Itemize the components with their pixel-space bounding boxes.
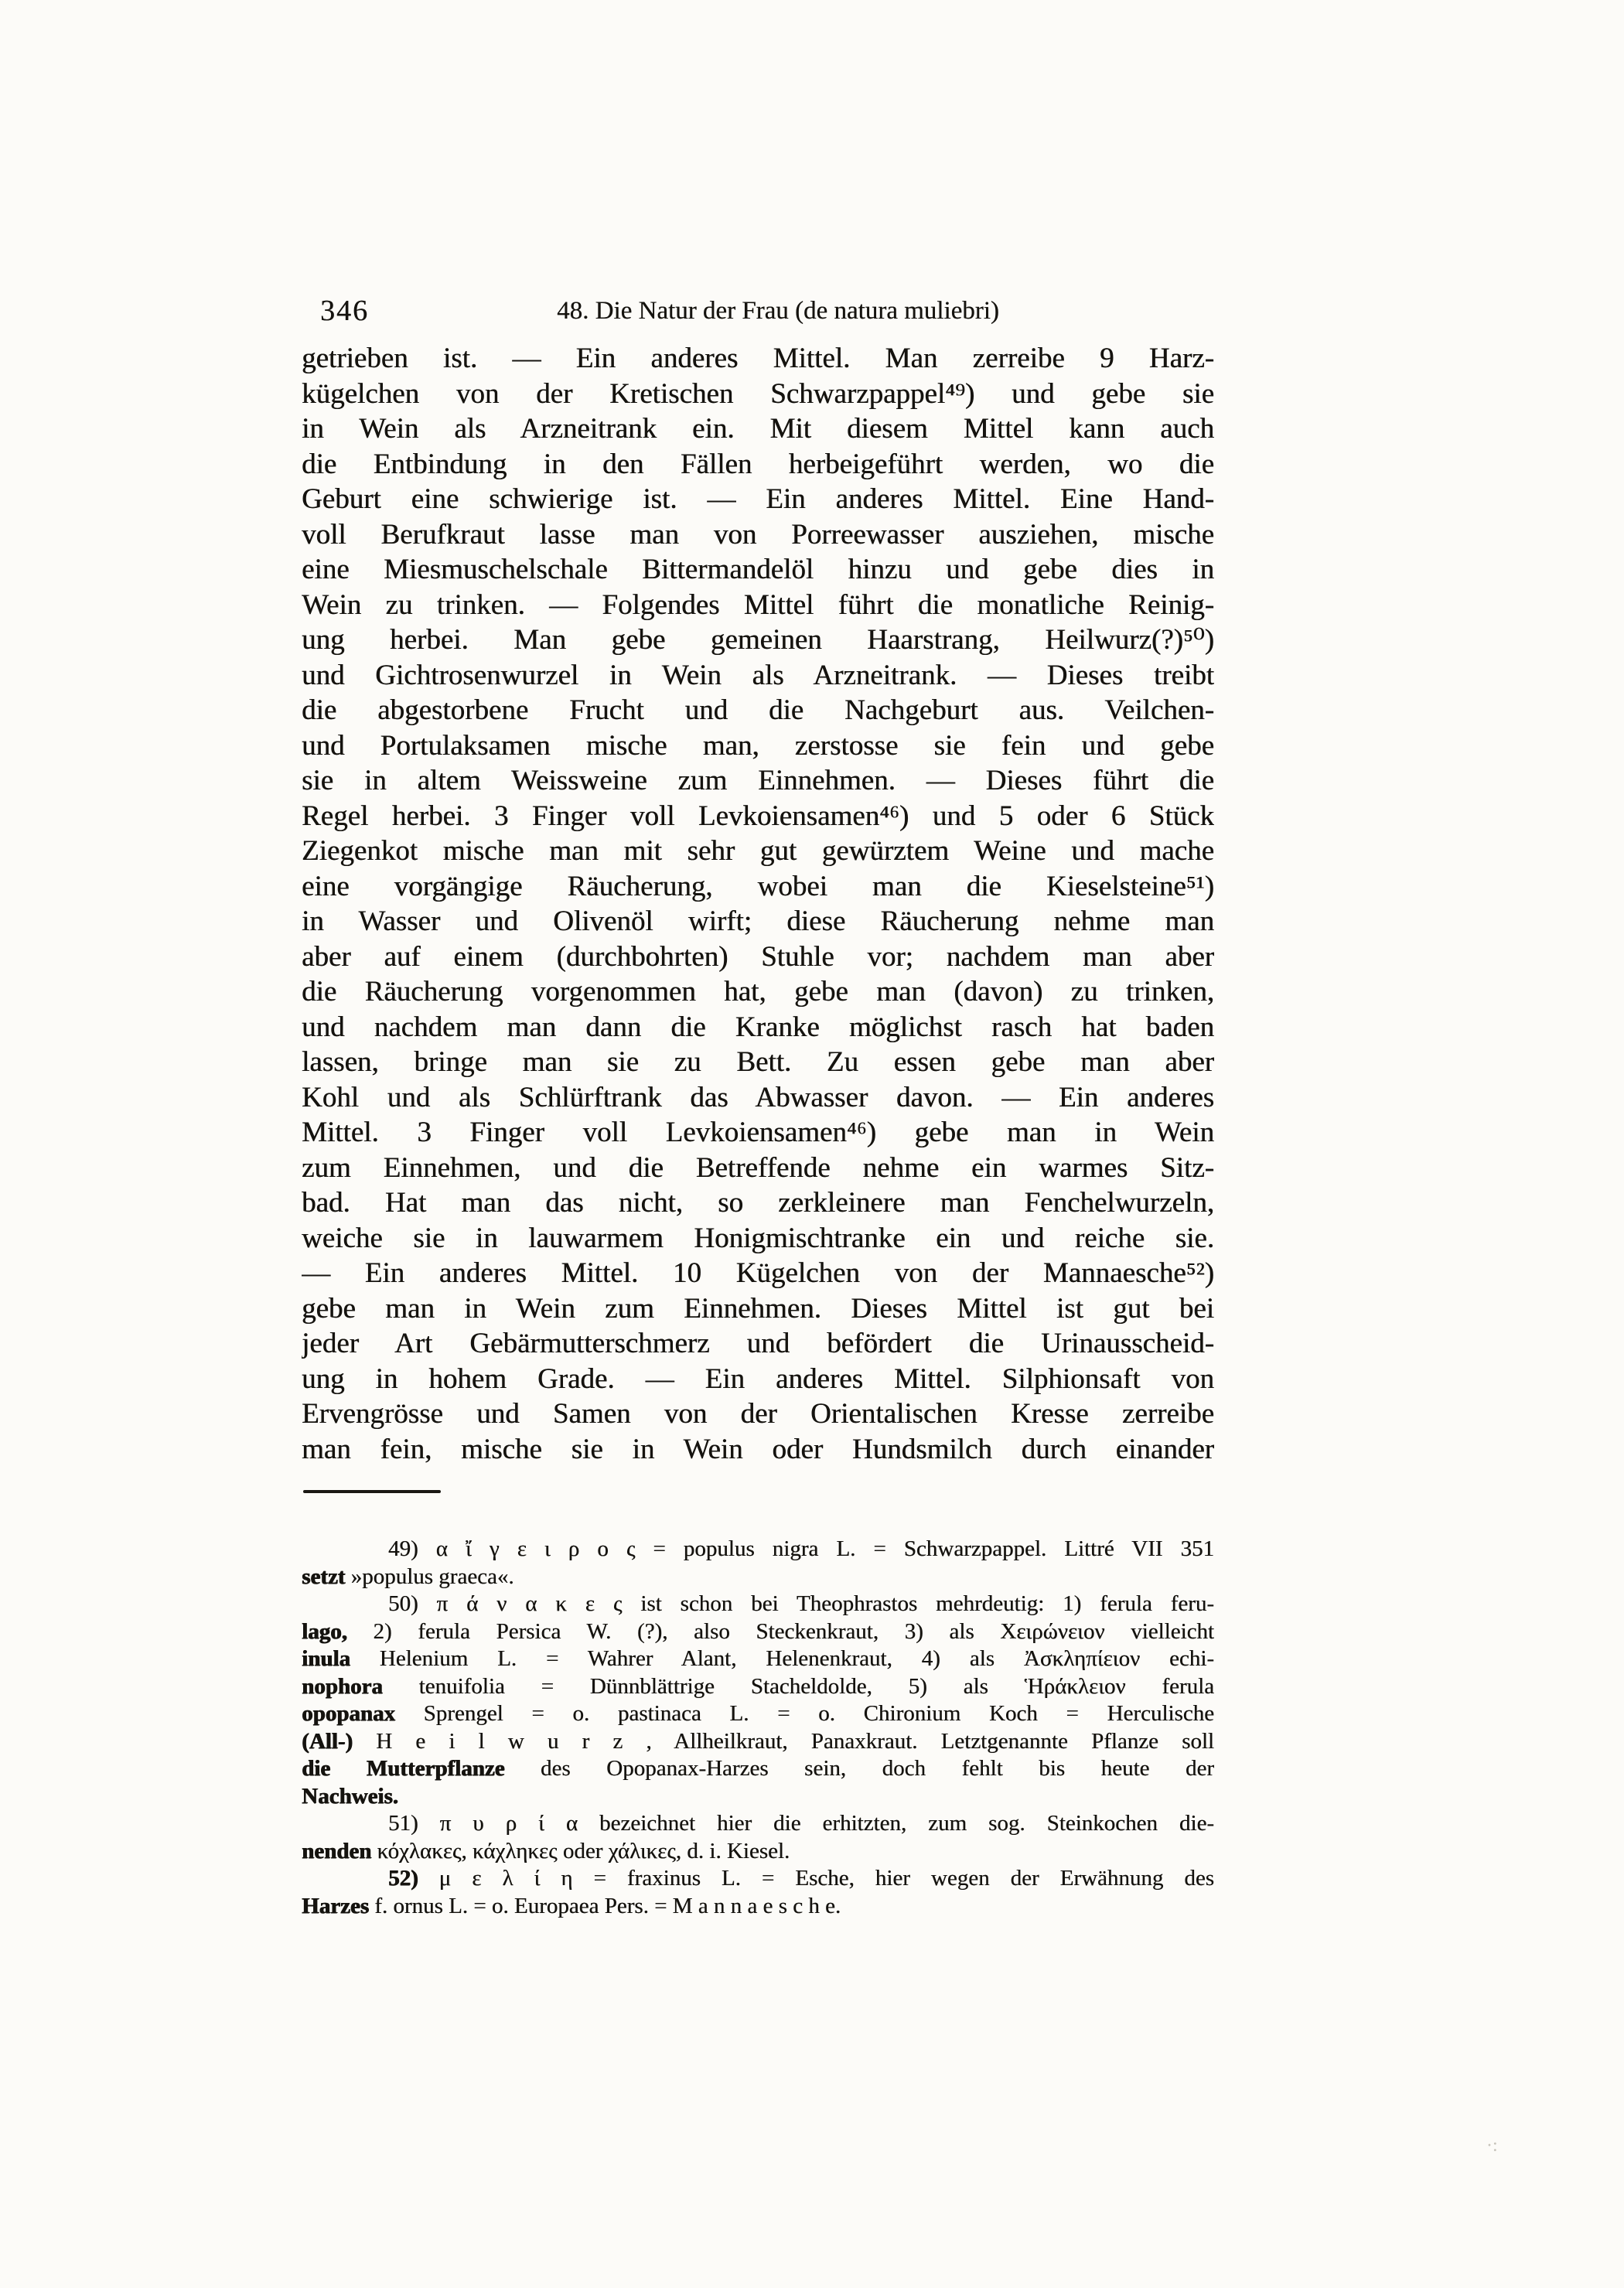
- text-line: bad. Hat man das nicht, so zerkleinere man Fenchelwurzeln,: [302, 1187, 1214, 1219]
- text-line: die Räucherung vorgenommen hat, gebe man (davon) zu trinken,: [302, 976, 1214, 1008]
- footnote-bold-prefix: lago,: [302, 1618, 347, 1644]
- footnote-text: des Opopanax-Harzes sein, doch fehlt bis heute der: [504, 1756, 1214, 1781]
- scan-artifact: ·:: [1486, 2136, 1498, 2156]
- footnotes-block: [302, 1536, 1214, 1920]
- footnote-bold-prefix: Harzes: [302, 1893, 369, 1918]
- text-line: zum Einnehmen, und die Betreffende nehme ein warmes Sitz-: [302, 1151, 1214, 1184]
- footnote-line: [302, 1838, 1214, 1866]
- footnote-bold-prefix: Nachweis.: [302, 1783, 398, 1809]
- footnote-text: 50) π ά ν α κ ε ς ist schon bei Theophrastos mehrdeutig: 1) ferula feru-: [388, 1591, 1214, 1616]
- footnote-separator-rule: [303, 1490, 441, 1493]
- footnote-text: μ ε λ ί η = fraxinus L. = Esche, hier wegen der Erwähnung des: [418, 1866, 1214, 1891]
- footnote-line: [302, 1783, 1214, 1811]
- text-line: und Portulaksamen mische man, zerstosse sie fein und gebe: [302, 729, 1214, 762]
- footnote-text: 2) ferula Persica W. (?), also Steckenkraut, 3) als Χειρώνειον vielleicht: [346, 1618, 1214, 1644]
- footnote-line: [302, 1645, 1214, 1673]
- footnote-line: [302, 1865, 1214, 1893]
- footnote-line: [302, 1810, 1214, 1838]
- footnote-text: H e i l w u r z , Allheilkraut, Panaxkraut. Letztgenannte Pflanze soll: [353, 1728, 1214, 1754]
- footnote-bold-prefix: setzt: [302, 1563, 346, 1589]
- footnote-line: [302, 1728, 1214, 1756]
- text-line: Kohl und als Schlürftrank das Abwasser davon. — Ein anderes: [302, 1081, 1214, 1113]
- page-number: 346: [320, 295, 369, 327]
- text-line: gebe man in Wein zum Einnehmen. Dieses Mittel ist gut bei: [302, 1292, 1214, 1325]
- text-line: lassen, bringe man sie zu Bett. Zu essen gebe man aber: [302, 1046, 1214, 1078]
- text-line: man fein, mische sie in Wein oder Hundsmilch durch einander: [302, 1433, 1214, 1465]
- text-line: in Wasser und Olivenöl wirft; diese Räucherung nehme man: [302, 905, 1214, 937]
- footnote-text: 51) π υ ρ ί α bezeichnet hier die erhitzten, zum sog. Steinkochen die-: [388, 1811, 1214, 1836]
- text-line: aber auf einem (durchbohrten) Stuhle vor; nachdem man aber: [302, 940, 1214, 973]
- text-line: ung herbei. Man gebe gemeinen Haarstrang, Heilwurz(?)⁵⁰): [302, 624, 1214, 656]
- footnote-text: κόχλακες, κάχληκες oder χάλικες, d. i. Kiesel.: [371, 1838, 790, 1863]
- footnote-bold-prefix: 52): [388, 1866, 418, 1891]
- text-line: Ziegenkot mische man mit sehr gut gewürztem Weine und mache: [302, 835, 1214, 867]
- text-line: Ervengrösse und Samen von der Orientalischen Kresse zerreibe: [302, 1398, 1214, 1430]
- footnote-text: 49) α ἴ γ ε ι ρ ο ς = populus nigra L. = Schwarzpappel. Littré VII 351: [388, 1536, 1214, 1561]
- text-line: weiche sie in lauwarmem Honigmischtranke ein und reiche sie.: [302, 1222, 1214, 1254]
- footnote-line: [302, 1591, 1214, 1618]
- footnote-bold-prefix: (All-): [302, 1728, 353, 1754]
- footnote-line: [302, 1563, 1214, 1591]
- text-line: — Ein anderes Mittel. 10 Kügelchen von der Mannaesche⁵²): [302, 1257, 1214, 1289]
- footnote-text: »populus graeca«.: [345, 1563, 514, 1589]
- footnote-bold-prefix: nophora: [302, 1673, 383, 1699]
- body-text: [302, 341, 1214, 1467]
- text-line: und Gichtrosenwurzel in Wein als Arzneitrank. — Dieses treibt: [302, 659, 1214, 691]
- footnote-line: [302, 1700, 1214, 1728]
- footnote-bold-prefix: opopanax: [302, 1701, 395, 1726]
- text-line: die Entbindung in den Fällen herbeigeführt werden, wo die: [302, 448, 1214, 480]
- text-line: kügelchen von der Kretischen Schwarzpappel⁴⁹) und gebe sie: [302, 377, 1214, 410]
- footnote-bold-prefix: inula: [302, 1646, 350, 1671]
- text-line: Mittel. 3 Finger voll Levkoiensamen⁴⁶) gebe man in Wein: [302, 1117, 1214, 1148]
- text-line: eine vorgängige Räucherung, wobei man die Kieselsteine⁵¹): [302, 870, 1214, 902]
- footnote-bold-prefix: die Mutterpflanze: [302, 1756, 505, 1781]
- text-line: und nachdem man dann die Kranke möglichst rasch hat baden: [302, 1011, 1214, 1043]
- text-line: eine Miesmuschelschale Bittermandelöl hinzu und gebe dies in: [302, 554, 1214, 585]
- text-line: ung in hohem Grade. — Ein anderes Mittel. Silphionsaft von: [302, 1362, 1214, 1395]
- footnote-line: [302, 1536, 1214, 1563]
- text-line: Regel herbei. 3 Finger voll Levkoiensamen⁴⁶) und 5 oder 6 Stück: [302, 800, 1214, 832]
- page-header: [302, 292, 1214, 329]
- footnote-line: [302, 1618, 1214, 1646]
- text-line: getrieben ist. — Ein anderes Mittel. Man zerreibe 9 Harz-: [302, 343, 1214, 374]
- footnote-line: [302, 1673, 1214, 1701]
- text-line: voll Berufkraut lasse man von Porreewasser ausziehen, mische: [302, 518, 1214, 551]
- text-line: Wein zu trinken. — Folgendes Mittel führt die monatliche Reinig-: [302, 588, 1214, 621]
- footnote-line: [302, 1893, 1214, 1921]
- footnote-text: Sprengel = o. pastinaca L. = o. Chironium Koch = Herculische: [394, 1701, 1214, 1726]
- footnote-line: [302, 1755, 1214, 1783]
- text-line: Geburt eine schwierige ist. — Ein anderes Mittel. Eine Hand-: [302, 483, 1214, 515]
- text-line: die abgestorbene Frucht und die Nachgeburt aus. Veilchen-: [302, 694, 1214, 726]
- text-line: sie in altem Weissweine zum Einnehmen. — Dieses führt die: [302, 765, 1214, 796]
- chapter-title: 48. Die Natur der Frau (de natura muliebri): [557, 297, 999, 325]
- text-line: jeder Art Gebärmutterschmerz und befördert die Urinausscheid-: [302, 1328, 1214, 1359]
- footnote-text: tenuifolia = Dünnblättrige Stacheldolde, 5) als Ἡράκλειον ferula: [382, 1673, 1214, 1699]
- footnote-bold-prefix: nenden: [302, 1838, 372, 1863]
- text-line: in Wein als Arzneitrank ein. Mit diesem Mittel kann auch: [302, 413, 1214, 445]
- footnote-text: Helenium L. = Wahrer Alant, Helenenkraut, 4) als Ἀσκληπίειον echi-: [350, 1646, 1214, 1671]
- footnote-text: f. ornus L. = o. Europaea Pers. = M a n n a e s c h e.: [368, 1893, 841, 1918]
